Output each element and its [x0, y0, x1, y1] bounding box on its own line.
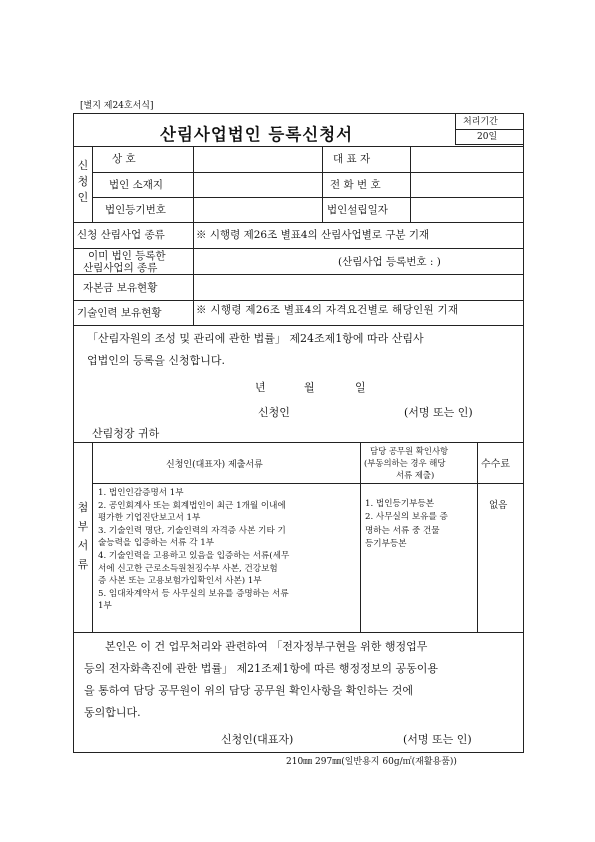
page-title: 산림사업법인 등록신청서 [160, 125, 354, 144]
technical-staff-note: ※ 시행령 제26조 별표4의 자격요건별로 해당인원 기재 [196, 304, 459, 316]
applicant-side-label: 신 청 인 [77, 159, 89, 204]
fee-header: 수수료 [481, 459, 510, 470]
list-item: 1. 법인등기부등본 [365, 499, 435, 509]
date-month-label: 월 [304, 381, 315, 394]
registered-business-label: 이미 법인 등록한 [88, 250, 166, 262]
consent-line-1: 본인은 이 건 업무처리와 관련하여 「전자정부구현을 위한 행정업무 [105, 640, 428, 653]
processing-period-value: 20일 [477, 132, 498, 142]
processing-period-label: 처리기간 [463, 117, 498, 127]
list-item: 2. 공인회계사 또는 회계법인이 최근 1개월 이내에 [98, 500, 286, 511]
representative-label: 대 표 자 [333, 153, 371, 165]
phone-label: 전 화 번 호 [330, 179, 381, 191]
consent-line-4: 동의합니다. [84, 706, 141, 719]
list-item: 서에 신고한 근로소득원천징수부 사본, 건강보험 [98, 563, 278, 574]
technical-staff-label: 기술인력 보유현황 [77, 307, 162, 319]
capital-field[interactable] [195, 276, 522, 299]
capital-label: 자본금 보유현황 [83, 282, 158, 294]
list-item: 평가한 기업진단보고서 1부 [98, 513, 201, 524]
representative-field[interactable] [412, 148, 522, 171]
submit-documents-list [98, 487, 289, 613]
registration-number-field[interactable] [195, 199, 320, 221]
list-item: 등기부등본 [365, 539, 407, 550]
list-item: 1부 [98, 601, 112, 612]
consent-signature-field[interactable] [305, 729, 395, 749]
verify-documents-list [365, 498, 448, 552]
establishment-date-label: 법인설립일자 [327, 204, 388, 216]
registered-business-label-2: 산림사업의 종류 [83, 262, 158, 274]
form-number-label: [별지 제24호서식] [80, 101, 154, 111]
list-item: 2. 사무실의 보유를 증 [365, 512, 448, 523]
date-day-label: 일 [355, 381, 366, 394]
verify-header-3: 서류 제출) [396, 470, 435, 480]
addressee: 산림청장 귀하 [92, 427, 160, 440]
list-item: 명하는 서류 중 건물 [365, 525, 440, 536]
address-field[interactable] [195, 174, 320, 196]
list-item: 5. 임대차계약서 등 사무실의 보유를 증명하는 서류 [98, 588, 289, 599]
list-item: 술능력을 입증하는 서류 각 1부 [98, 538, 215, 549]
paper-spec-footer: 210㎜ 297㎜(일반용지 60g/㎡(재활용품)) [286, 757, 457, 767]
applicant-signature-field[interactable] [295, 402, 395, 422]
business-type-label: 신청 산림사업 종류 [77, 229, 165, 241]
list-item: 4. 기술인력을 고용하고 있음을 입증하는 서류(세무 [98, 550, 290, 561]
fee-value: 없음 [489, 500, 508, 511]
verify-header-1: 담당 공무원 확인사항 [370, 446, 449, 456]
registration-number-label: 법인등기번호 [105, 204, 166, 216]
list-item: 3. 기술인력 명단, 기술인력의 자격증 사본 기타 기 [98, 525, 286, 536]
consent-signature-hint: (서명 또는 인) [403, 733, 472, 746]
applicant-label: 신청인 [258, 406, 290, 419]
attachments-side-label: 첨 부 서 류 [77, 501, 89, 571]
consent-line-2: 등의 전자화촉진에 관한 법률」 제21조제1항에 따른 행정정보의 공동이용 [84, 662, 438, 675]
statement-line-2: 업법인의 등록을 신청합니다. [87, 354, 226, 367]
phone-field[interactable] [412, 174, 522, 196]
business-type-note: ※ 시행령 제26조 별표4의 산림사업별로 구분 기재 [196, 229, 430, 241]
signature-hint: (서명 또는 인) [404, 406, 473, 419]
list-item: 1. 법인인감증명서 1부 [98, 488, 184, 498]
consent-applicant-label: 신청인(대표자) [221, 733, 294, 746]
verify-header-2: (부동의하는 경우 해당 [364, 458, 446, 468]
statement-line-1: 「산림자원의 조성 및 관리에 관한 법률」 제24조제1항에 따라 산림사 [87, 332, 424, 345]
list-item: 증 사본 또는 고용보험가입확인서 사본) 1부 [98, 576, 262, 587]
submit-documents-header: 신청인(대표자) 제출서류 [166, 460, 263, 470]
registration-number-note: (산림사업 등록번호 : ) [338, 256, 441, 268]
trade-name-label: 상 호 [112, 153, 136, 165]
trade-name-field[interactable] [195, 148, 320, 171]
date-year-label: 년 [255, 381, 266, 394]
consent-line-3: 을 통하여 담당 공무원이 위의 담당 공무원 확인사항을 확인하는 것에 [84, 684, 413, 697]
address-label: 법인 소재지 [109, 179, 164, 191]
establishment-date-field[interactable] [412, 199, 522, 221]
